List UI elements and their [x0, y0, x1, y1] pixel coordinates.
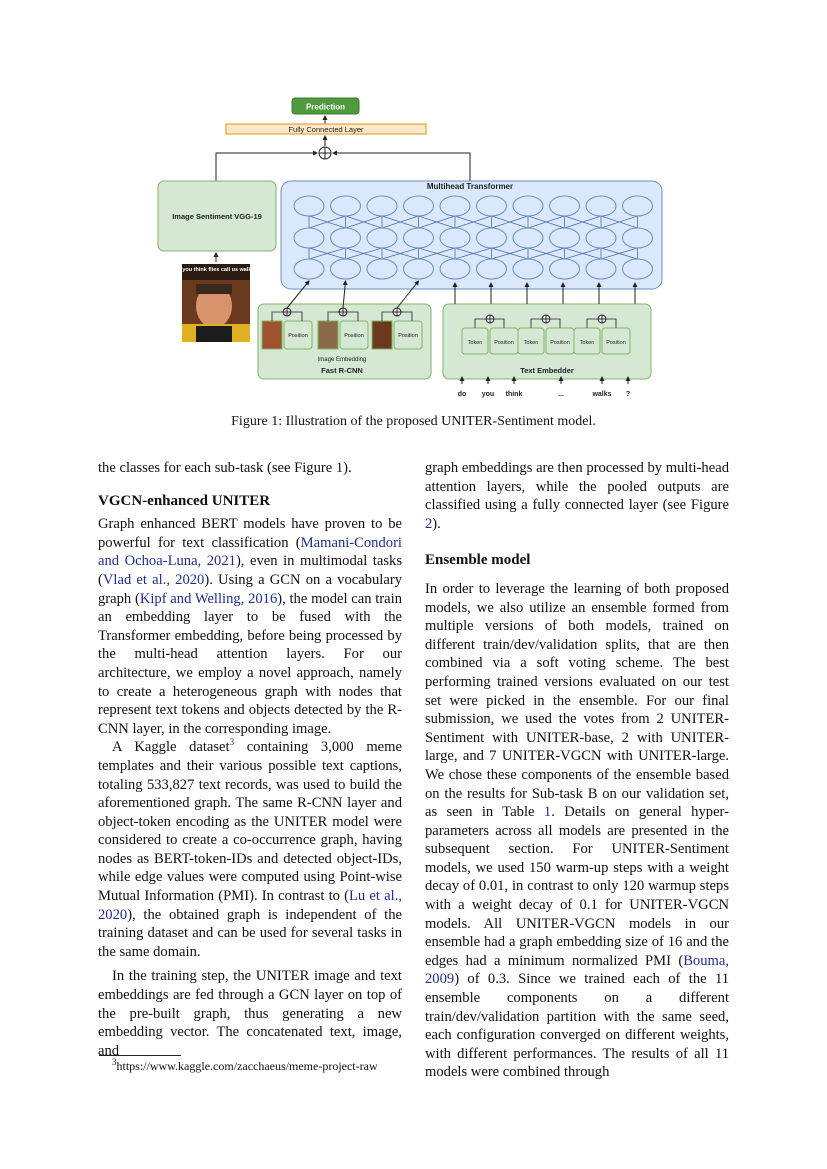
object-crop: [372, 321, 392, 349]
transformer-node: [513, 196, 543, 216]
object-crop: [262, 321, 282, 349]
transformer-node: [477, 196, 507, 216]
vgcn-paragraph-2: A Kaggle dataset$^3$ containing 3,000 meme templates and their various possible text captions, totaling 533,827 text records, was used to build the aforementioned graph. The same R-CNN layer and object-token encoding as the UNITER model were considered to create a co-occurrence graph, having nodes as BERT-token-IDs and detected object-IDs, while edge values were computed using Point-wise Mutual Information (PMI). In contrast to (Lu et al., 2020), the obtained graph is independent of the training dataset and can be used for several tasks in the same domain.: [98, 737, 403, 960]
object-crop: [318, 321, 338, 349]
vgg-label: Image Sentiment VGG-19: [172, 212, 262, 221]
image-embedding-label: Image Embedding: [317, 357, 367, 363]
footnote-ref[interactable]: 3: [229, 737, 235, 748]
transformer-node: [623, 259, 653, 279]
transformer-node: [404, 228, 434, 248]
ref-figure-2[interactable]: 2: [425, 515, 433, 532]
transformer-node: [513, 228, 543, 248]
cite-mamani[interactable]: Mamani-Condori and Ochoa-Luna, 2021: [98, 534, 402, 570]
input-word: ...: [558, 391, 564, 398]
fast-rcnn-label: Fast R-CNN: [321, 366, 363, 375]
transformer-node: [294, 228, 324, 248]
input-word: think: [505, 391, 523, 398]
transformer-node: [550, 228, 580, 248]
transformer-node: [440, 259, 470, 279]
architecture-figure: [0, 0, 827, 405]
text-embedder-label: Text Embedder: [520, 366, 574, 375]
transformer-node: [477, 259, 507, 279]
transformer-node: [367, 259, 397, 279]
input-word: walks: [592, 391, 612, 398]
right-intro: graph embeddings are then processed by multi-head attention layers, while the pooled outputs are classified using a fully connected layer (see Figure 2).: [425, 460, 729, 532]
transformer-node: [440, 196, 470, 216]
transformer-node: [586, 259, 616, 279]
token-label: Token: [467, 340, 483, 346]
token-label: Token: [579, 340, 595, 346]
input-word: do: [457, 391, 467, 398]
cite-bouma[interactable]: Bouma, 2009: [425, 952, 729, 988]
section-heading-ensemble: Ensemble model: [425, 552, 531, 569]
input-words: [458, 377, 630, 398]
transformer-node: [513, 259, 543, 279]
transformer-node: [367, 196, 397, 216]
image-embedding-cells: [262, 281, 422, 349]
transformer-node: [404, 259, 434, 279]
input-word: ?: [625, 391, 631, 398]
transformer-node: [477, 228, 507, 248]
position-label: Position: [606, 340, 626, 346]
cite-lu[interactable]: Lu et al., 2020: [98, 888, 403, 923]
transformer-node: [331, 228, 361, 248]
input-word: you: [481, 391, 495, 398]
transformer-label: Multihead Transformer: [426, 182, 514, 191]
transformer-node: [440, 228, 470, 248]
figure-caption: Figure 1: Illustration of the proposed UNITER-Sentiment model.: [231, 414, 596, 429]
transformer-node: [586, 196, 616, 216]
transformer-node: [404, 196, 434, 216]
meme-caption: "do you think flies call us walks?": [171, 267, 261, 273]
transformer-node: [331, 259, 361, 279]
left-intro: the classes for each sub-task (see Figure 1).: [98, 460, 352, 476]
position-label: Position: [550, 340, 570, 346]
position-label: Position: [494, 340, 514, 346]
prediction-label: Prediction: [305, 102, 346, 112]
ref-table-1[interactable]: 1: [543, 804, 552, 821]
left-column: [98, 459, 402, 1060]
transformer-node: [294, 196, 324, 216]
token-label: Token: [523, 340, 539, 346]
footnote: $^3$https://www.kaggle.com/zacchaeus/meme-project-raw: [112, 1057, 378, 1073]
vgcn-paragraph-3: In the training step, the UNITER image and text embeddings are fed through a GCN layer on top of the pre-built graph, thus generating a new embedding vector. The concatenated text, image, and: [98, 968, 402, 1059]
right-column: [425, 459, 729, 1082]
cite-vlad[interactable]: Vlad et al., 2020: [102, 571, 205, 588]
transformer-node: [294, 259, 324, 279]
transformer-node: [623, 228, 653, 248]
meme-image: [172, 264, 261, 342]
vgcn-paragraph-1: Graph enhanced BERT models have proven to be powerful for text classification (Mamani-Condori and Ochoa-Luna, 2021), even in multimodal tasks (Vlad et al., 2020). Using a GCN on a vocabulary graph (Kipf and Welling, 2016), the model can train an embedding layer to be fused with the Transformer embedding, before being processed by the multi-head attention layers. For our architecture, we employ a novel approach, namely to create a heterogeneous graph with nodes that represent text tokens and objects detected by the R-CNN layer, in the corresponding image.: [98, 516, 402, 737]
fc-layer-label: Fully Connected Layer: [288, 125, 364, 134]
ensemble-paragraph: In order to leverage the learning of both proposed models, we also utilize an ensemble formed from multiple versions of both models, trained on different train/dev/validation splits, that are then combined via a soft voting scheme. The best performing trained versions evaluated on our test set were picked in the ensemble. For our final submission, we used the votes from 2 UNITER-Sentiment with UNITER-base, 2 with UNITER-large, and 7 UNITER-VGCN with UNITER-large. We chose these components of the ensemble based on the results for Sub-task B on our validation set, as seen in Table 1. Details on general hyper-parameters across all models are presented in the subsequent section. For UNITER-Sentiment models, we used 150 warm-up steps with a weight decay of 0.01, in contrast to only 120 warmup steps with a weight decay of 0.1 for UNITER-VGCN models. All UNITER-VGCN models in our ensemble had a graph embedding size of 16 and the edges had a minimum normalized PMI (Bouma, 2009) of 0.3. Since we trained each of the 11 ensemble components on a different train/dev/validation partition with the same seed, each configuration converged on different weights, with different performances. The results of all 11 models were combined through: [425, 580, 729, 1081]
position-label: Position: [344, 333, 364, 339]
cite-kipf[interactable]: Kipf and Welling, 2016: [139, 590, 278, 607]
transformer-node: [331, 196, 361, 216]
transformer-node: [550, 196, 580, 216]
footnote-rule: [99, 1055, 181, 1056]
position-label: Position: [288, 333, 308, 339]
transformer-node: [550, 259, 580, 279]
transformer-node: [367, 228, 397, 248]
transformer-node: [586, 228, 616, 248]
section-heading-vgcn: VGCN-enhanced UNITER: [98, 492, 271, 509]
position-label: Position: [398, 333, 418, 339]
transformer-node: [623, 196, 653, 216]
